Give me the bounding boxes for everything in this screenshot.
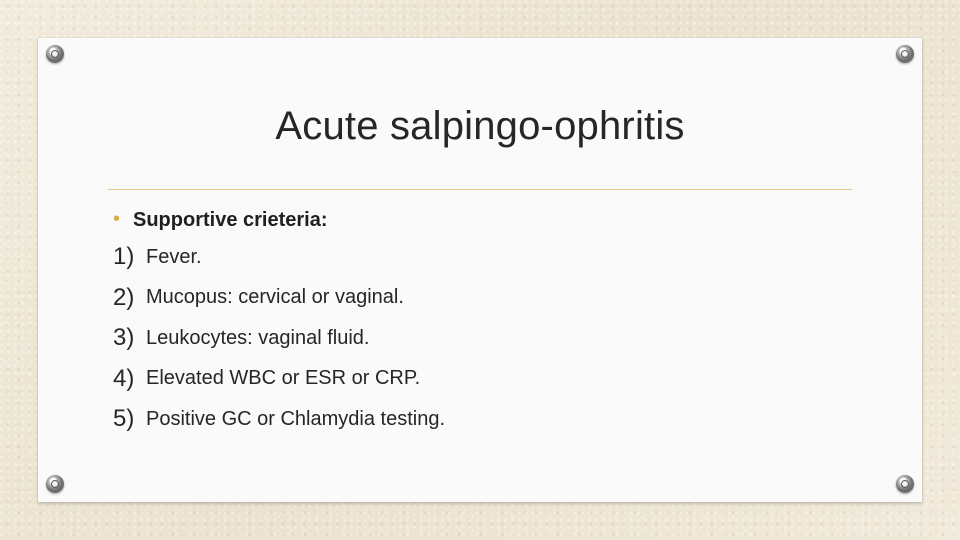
subheading: Supportive crieteria: <box>133 208 328 231</box>
list-item <box>113 359 833 400</box>
list-number: 5) <box>113 405 135 433</box>
list-item <box>113 399 833 440</box>
list-item <box>113 237 833 278</box>
list-text: Fever. <box>146 245 202 268</box>
title-divider <box>108 189 852 190</box>
pushpin-icon <box>46 45 64 63</box>
list-text: Leukocytes: vaginal fluid. <box>146 326 370 349</box>
pushpin-icon <box>46 475 64 493</box>
slide-content <box>113 203 833 440</box>
list-number: 3) <box>113 324 135 352</box>
list-number: 4) <box>113 364 135 392</box>
list-number: 2) <box>113 283 135 311</box>
criteria-list <box>113 237 833 440</box>
list-item <box>113 278 833 319</box>
slide-title: Acute salpingo-ophritis <box>275 104 685 148</box>
subheading-row <box>113 203 833 237</box>
list-text: Mucopus: cervical or vaginal. <box>146 286 404 309</box>
list-number: 1) <box>113 243 135 271</box>
pushpin-icon <box>896 475 914 493</box>
pushpin-icon <box>896 45 914 63</box>
list-text: Positive GC or Chlamydia testing. <box>146 407 446 430</box>
list-item <box>113 318 833 359</box>
bullet-icon: • <box>113 207 121 230</box>
list-text: Elevated WBC or ESR or CRP. <box>146 367 421 390</box>
